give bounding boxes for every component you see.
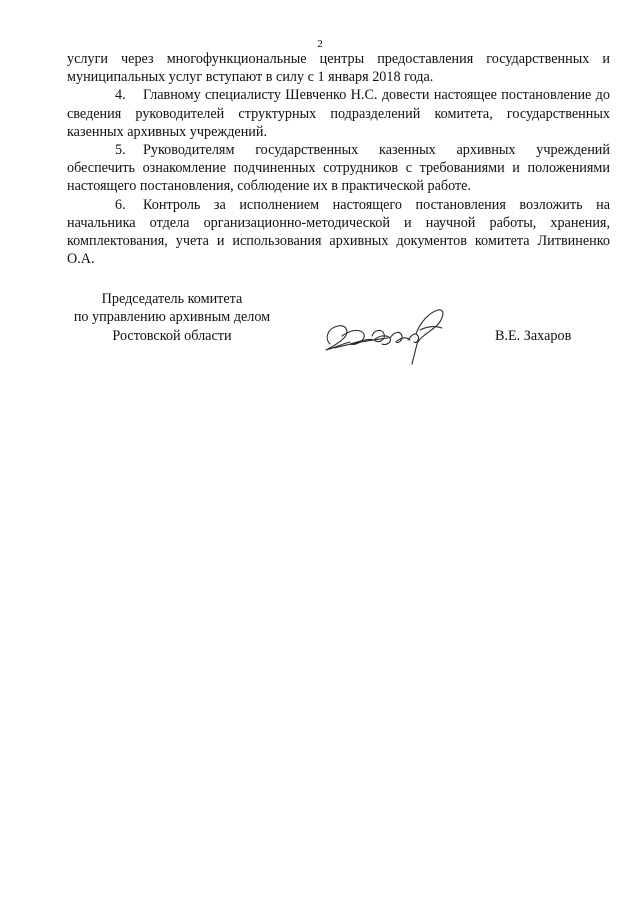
signer-position — [67, 290, 277, 345]
page-number: 2 — [317, 38, 323, 50]
paragraph-number: 4. — [115, 87, 126, 104]
paragraph-number: 5. — [115, 142, 126, 159]
position-line: Председатель комитета — [101, 291, 243, 307]
position-line: по управлению архивным делом — [73, 309, 271, 326]
paragraph-text: Контроль за исполнением настоящего постановления возложить на начальника отдела организационно-методической и научной работы, хранения, комплектования, учета и использования архивных документов комитета Литвиненко О.А. — [67, 196, 610, 268]
position-line: Ростовской области — [112, 327, 232, 344]
paragraph-5 — [67, 141, 610, 196]
document-body — [67, 50, 610, 268]
handwritten-signature-icon — [320, 304, 450, 366]
paragraph-continuation — [67, 50, 610, 86]
signature-block — [67, 290, 610, 370]
paragraph-6 — [67, 196, 610, 269]
paragraph-text: Руководителям государственных казенных архивных учреждений обеспечить ознакомление подчиненных сотрудников с требованиями и положениями настоящего постановления, соблюдение их в практической работе. — [67, 142, 610, 195]
paragraph-4 — [67, 86, 610, 141]
paragraph-text: услуги через многофункциональные центры предоставления государственных и муниципальных услуг вступают в силу с 1 января 2018 года. — [67, 51, 610, 86]
paragraph-text: Главному специалисту Шевченко Н.С. довести настоящее постановление до сведения руководителей структурных подразделений комитета, государственных казенных архивных учреждений. — [67, 87, 610, 140]
paragraph-number: 6. — [115, 196, 126, 213]
signer-name: В.Е. Захаров — [495, 328, 572, 344]
